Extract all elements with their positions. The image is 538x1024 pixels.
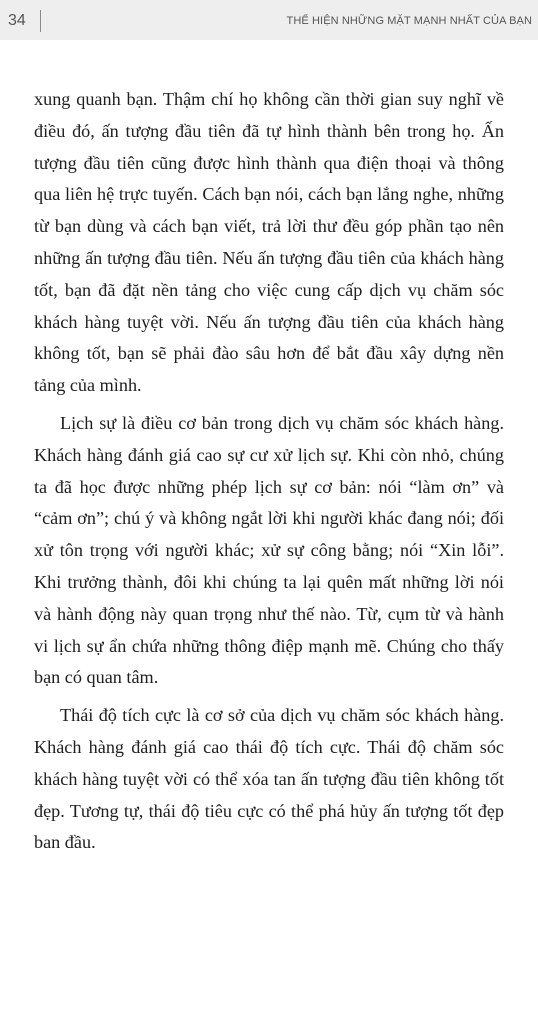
paragraph-continuation: xung quanh bạn. Thậm chí họ không cần thời gian suy nghĩ về điều đó, ấn tượng đầu tiên đã tự hình thành bên trong họ. Ấn tượng đầu tiên cũng được hình thành qua điện thoại và thông qua liên hệ trực tuyến. Cách bạn nói, cách bạn lắng nghe, những từ bạn dùng và cách bạn viết, trả lời thư đều góp phần tạo nên những ấn tượng đầu tiên. Nếu ấn tượng đầu tiên của khách hàng tốt, bạn đã đặt nền tảng cho việc cung cấp dịch vụ chăm sóc khách hàng tuyệt vời. Nếu ấn tượng đầu tiên của khách hàng không tốt, bạn sẽ phải đào sâu hơn để bắt đầu xây dựng nền tảng của mình.: [34, 89, 504, 396]
paragraph-positive-attitude: Thái độ tích cực là cơ sở của dịch vụ chăm sóc khách hàng. Khách hàng đánh giá cao thái độ tích cực. Thái độ chăm sóc khách hàng tuyệt vời có thể xóa tan ấn tượng đầu tiên không tốt đẹp. Tương tự, thái độ tiêu cực có thể phá hủy ấn tượng tốt đẹp ban đầu.: [34, 705, 504, 853]
body-text: [34, 84, 504, 865]
running-title: THỂ HIỆN NHỮNG MẶT MẠNH NHẤT CỦA BẠN: [286, 15, 532, 27]
header-divider: [40, 10, 41, 32]
page-header: [0, 0, 538, 40]
paragraph-courtesy: Lịch sự là điều cơ bản trong dịch vụ chăm sóc khách hàng. Khách hàng đánh giá cao sự cư xử lịch sự. Khi còn nhỏ, chúng ta đã học được những phép lịch sự cơ bản: nói “làm ơn” và “cảm ơn”; chú ý và không ngắt lời khi người khác đang nói; đối xử tôn trọng với người khác; xử sự công bằng; nói “Xin lỗi”. Khi trưởng thành, đôi khi chúng ta lại quên mất những lời nói và hành động này quan trọng như thế nào. Từ, cụm từ và hành vi lịch sự ẩn chứa những thông điệp mạnh mẽ. Chúng cho thấy bạn có quan tâm.: [34, 412, 504, 688]
page-number: 34: [8, 12, 26, 29]
